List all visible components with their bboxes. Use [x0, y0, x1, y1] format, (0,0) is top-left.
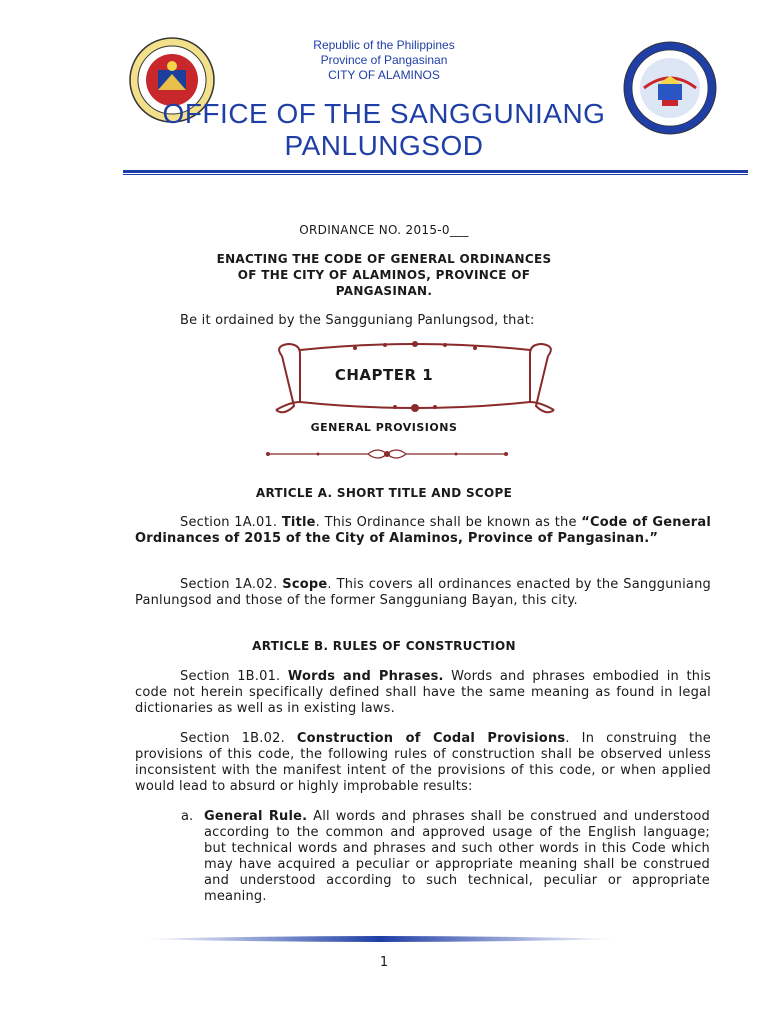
item-text: All words and phrases shall be construed and understood according to the common and approved usage of the English language; but technical words and phrases and such other words in this Code which may have acquired a peculiar or appropriate meaning shall be construed and understood according to such technical, peculiar or appropriate meaning. — [204, 809, 710, 904]
office-title-line1: OFFICE OF THE SANGGUNIANG — [162, 98, 606, 129]
section-text: Words and phrases embodied in this code not herein specifically defined shall have the same meaning as found in legal dictionaries as well as in existing laws. — [135, 669, 711, 716]
section-number: Section 1A.02. — [180, 577, 278, 592]
section-1a02 — [135, 577, 711, 609]
section-1b01 — [135, 669, 711, 717]
enacting-clause: Be it ordained by the Sangguniang Panlungsod, that: — [180, 313, 535, 328]
header-country: Republic of the Philippines — [313, 38, 455, 52]
code-title-quote: “Code of General Ordinances of 2015 of the City of Alaminos, Province of Pangasinan.” — [135, 515, 711, 546]
ordinance-title-line2: OF THE CITY OF ALAMINOS, PROVINCE OF — [237, 268, 531, 282]
article-b-heading: ARTICLE B. RULES OF CONSTRUCTION — [252, 639, 516, 653]
section-number: Section 1B.02. — [180, 731, 285, 746]
header-city: CITY OF ALAMINOS — [328, 68, 440, 82]
article-a-heading: ARTICLE A. SHORT TITLE AND SCOPE — [255, 486, 513, 500]
office-title-line2: PANLUNGSOD — [284, 130, 484, 161]
chapter-subtitle: GENERAL PROVISIONS — [310, 421, 458, 434]
ordinance-title-line1: ENACTING THE CODE OF GENERAL ORDINANCES — [216, 252, 552, 266]
section-label: Construction of Codal Provisions — [296, 731, 566, 746]
section-label: Title — [281, 515, 316, 530]
section-text: . In construing the provisions of this code, the following rules of construction shall be observed unless inconsistent with the manifest intent of the provisions of this code, or when applied would lead to absurd or highly improbable results: — [135, 731, 711, 794]
ordinance-number: ORDINANCE NO. 2015-0___ — [299, 223, 469, 237]
section-1a01 — [135, 515, 711, 547]
header-rule — [123, 170, 748, 175]
section-number: Section 1B.01. — [180, 669, 281, 684]
general-rule-item — [204, 809, 710, 905]
section-text: . This covers all ordinances enacted by the Sangguniang Panlungsod and those of the former Sangguniang Bayan, this city. — [135, 577, 711, 608]
section-number: Section 1A.01. — [180, 515, 278, 530]
list-marker-a: a. — [181, 809, 194, 824]
flourish-divider — [258, 444, 516, 464]
section-text: . This Ordinance shall be known as the — [315, 515, 582, 530]
chapter-label: CHAPTER 1 — [334, 366, 434, 384]
header-province: Province of Pangasinan — [320, 53, 448, 67]
section-1b02 — [135, 731, 711, 795]
item-label: General Rule. — [204, 809, 308, 824]
footer-rule — [140, 928, 620, 936]
section-label: Scope — [282, 577, 328, 592]
ordinance-title-line3: PANGASINAN. — [335, 284, 433, 298]
page-number: 1 — [379, 955, 389, 970]
section-label: Words and Phrases. — [287, 669, 444, 684]
